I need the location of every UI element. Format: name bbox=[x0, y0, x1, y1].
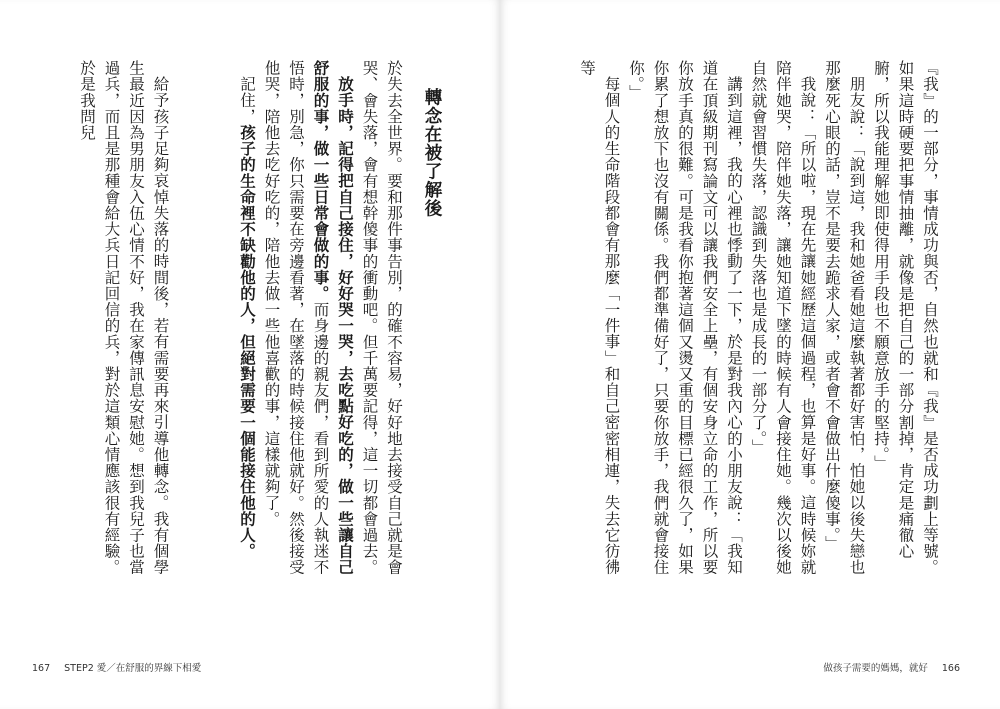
paragraph-text: 記住， bbox=[238, 75, 256, 124]
paragraph: 給予孩子足夠哀悼失落的時間後，若有需要再來引導他轉念。我有個學生最近因為男朋友入伍心情不好，我在家傳訊息安慰她。想到我兒子也當過兵，而且是那種會給大兵日記回信的兵，對於這類心情應該很有經驗。於是我問兒 bbox=[78, 60, 170, 576]
page-footer bbox=[823, 660, 960, 674]
page-number: 167 bbox=[32, 663, 51, 674]
running-head: 做孩子需要的媽媽，就好 bbox=[823, 663, 928, 674]
paragraph: 我說：「所以啦，現在先讓她經歷這個過程，也算是好事。這時候妳就陪伴她哭，陪伴她失落，讓她知道下墜的時候有人會接住她。幾次以後她自然就會習慣失落，認識到失落也是成長的一部分了。」 bbox=[749, 60, 817, 576]
bold-text: 孩子的生命裡不缺勸他的人，但絕對需要一個能接住他的人。 bbox=[238, 123, 257, 559]
left-page-body bbox=[66, 60, 406, 590]
paragraph bbox=[259, 60, 357, 590]
page-number: 166 bbox=[941, 663, 960, 674]
paragraph bbox=[235, 60, 260, 590]
right-page bbox=[500, 0, 1000, 709]
paragraph: 講到這裡，我的心裡也悸動了一下，於是對我內心的小朋友說：「我知道在頂級期刊寫論文可以讓我們安全上壘，有個安身立命的工作，所以要你放手真的很難。可是我看你抱著這個又燙又重的目標已經很久了，如果你累了想放下也沒有關係。我們都準備好了，只要你放手，我們就會接住你。」 bbox=[627, 60, 743, 576]
paragraph-text: 而身邊的親友們，看到所愛的人執迷不悟時，別急，你只需要在旁邊看著，在墜落的時候接住他就好。然後接受他哭，陪他去吃好吃的，陪他去做一些他喜歡的事，這樣就夠了。 bbox=[262, 60, 330, 576]
bold-text: 放手時，記得把自己接住，好好哭一哭，去吃點好吃的，做一些讓自己舒服的事，做一些日常會做的事。 bbox=[311, 60, 355, 575]
running-head: STEP2 愛／在舒服的界線下相愛 bbox=[64, 663, 202, 674]
right-page-body bbox=[578, 60, 942, 590]
page-footer bbox=[32, 660, 201, 674]
paragraph: 『我』的一部分，事情成功與否，自然也就和『我』是否成功劃上等號。如果這時硬要把事情抽離，就像是把自己的一部分割掉，肯定是痛徹心腑，所以我能理解她即使得用手段也不願意放手的堅持。」 bbox=[872, 60, 939, 576]
paragraph: 朋友說：「說到這，我和她爸看她這麼執著都好害怕，怕她以後失戀也那麼死心眼的話，豈不是要去跪求人家，或者會不會做出什麼傻事。」 bbox=[823, 60, 866, 575]
paragraph: 於失去全世界。要和那件事告別，的確不容易，好好地去接受自己就是會哭、會失落，會有想幹傻事的衝動吧。但千萬要記得，這一切都會過去。 bbox=[360, 60, 403, 576]
paragraph: 每個人的生命階段都會有那麼「一件事」和自己密密相連，失去它彷彿等 bbox=[578, 60, 621, 575]
section-heading: 轉念在被了解後 bbox=[422, 88, 442, 218]
